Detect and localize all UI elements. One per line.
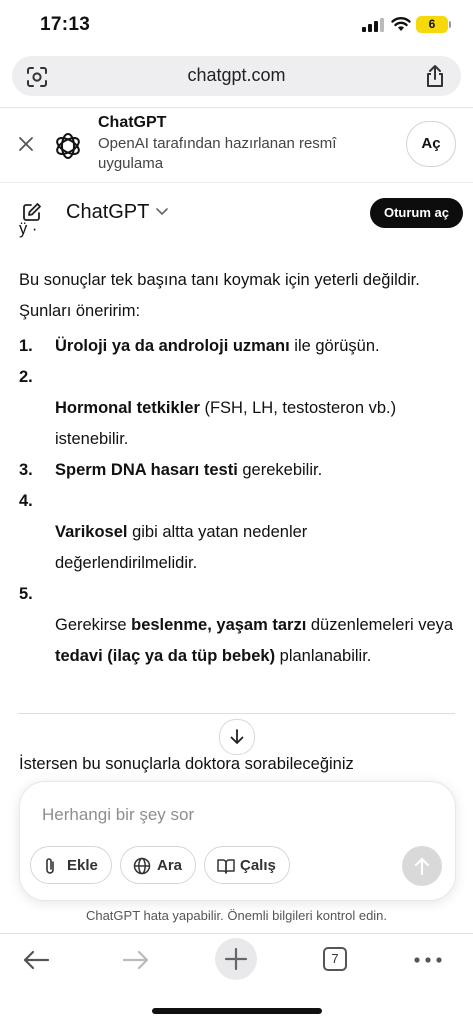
list-item-text: gibi altta yatan nedenler değerlendirilmelidir. <box>55 523 308 572</box>
app-subtitle: OpenAI tarafından hazırlanan resmî uygulama <box>98 135 337 172</box>
search-button[interactable] <box>120 846 196 884</box>
divider <box>0 107 473 108</box>
divider <box>0 182 473 183</box>
search-label: Ara <box>157 857 183 874</box>
study-label: Çalış <box>240 857 276 874</box>
divider <box>0 933 473 934</box>
list-item-text: (FSH, LH, testosteron vb.) istenebilir. <box>55 399 397 448</box>
list-item-text: düzenlemeleri veya <box>306 616 454 634</box>
list-item-bold: Hormonal tetkikler <box>55 399 200 417</box>
app-title: ChatGPT <box>98 114 167 131</box>
new-tab-button[interactable] <box>215 938 257 980</box>
list-item <box>19 455 459 486</box>
signal-icon <box>362 18 384 32</box>
list-item-bold: Sperm DNA hasarı testi <box>55 461 238 479</box>
model-selector[interactable]: ChatGPT <box>66 201 150 223</box>
send-arrow-icon <box>402 846 442 886</box>
disclaimer: ChatGPT hata yapabilir. Önemli bilgileri kontrol edin. <box>85 908 388 923</box>
send-button[interactable] <box>402 846 442 886</box>
assistant-message-followup: İstersen bu sonuçlarla doktora sorabileceğiniz <box>19 755 354 773</box>
list-item-bold: Üroloji ya da androloji uzmanı <box>55 337 290 355</box>
list-item-text: gerekebilir. <box>237 461 323 479</box>
url-text[interactable]: chatgpt.com <box>187 65 286 85</box>
close-icon[interactable] <box>19 137 33 151</box>
wifi-icon <box>391 16 411 32</box>
openai-logo-icon <box>52 130 84 162</box>
back-icon[interactable] <box>22 949 50 971</box>
list-item <box>19 579 459 672</box>
message-input[interactable]: Herhangi bir şey sor <box>42 805 195 824</box>
arrow-down-icon <box>220 720 254 754</box>
login-button[interactable]: Oturum aç <box>370 198 463 228</box>
list-number: 5. <box>19 585 33 603</box>
scroll-down-button[interactable] <box>219 719 255 755</box>
chevron-down-icon[interactable] <box>156 208 168 216</box>
attach-label: Ekle <box>67 857 98 874</box>
assistant-message-intro: Bu sonuçlar tek başına tanı koymak için yeterli değildir. Şunları öneririm: <box>19 271 420 320</box>
list-item <box>19 362 459 455</box>
list-item <box>19 486 459 579</box>
globe-icon <box>133 857 151 875</box>
book-icon <box>216 857 236 875</box>
list-item-text: Gerekirse <box>55 616 132 634</box>
open-app-button[interactable]: Aç <box>406 121 456 167</box>
attach-button[interactable] <box>30 846 112 884</box>
share-icon[interactable] <box>425 64 445 88</box>
list-item <box>19 331 459 362</box>
list-item-bold: Varikosel <box>55 523 128 541</box>
more-icon[interactable] <box>413 956 443 964</box>
study-button[interactable] <box>204 846 290 884</box>
plus-icon <box>215 938 257 980</box>
forward-icon[interactable] <box>122 949 150 971</box>
tabs-icon[interactable]: 7 <box>323 947 347 971</box>
list-item-bold: beslenme, yaşam tarzı <box>131 616 307 634</box>
battery-tip <box>449 21 451 28</box>
list-number: 3. <box>19 461 33 479</box>
recommendation-list <box>19 331 459 672</box>
list-number: 1. <box>19 337 33 355</box>
list-item-text: ile görüşün. <box>289 337 380 355</box>
cut-off-text: ÿ · <box>19 220 38 238</box>
divider <box>18 713 455 714</box>
list-number: 4. <box>19 492 33 510</box>
list-number: 2. <box>19 368 33 386</box>
new-chat-icon[interactable] <box>22 202 42 222</box>
status-time: 17:13 <box>40 14 91 35</box>
home-indicator <box>152 1008 322 1014</box>
list-item-bold: tedavi (ilaç ya da tüp bebek) <box>55 647 276 665</box>
battery-icon: 6 <box>416 16 448 33</box>
paperclip-icon <box>43 857 57 875</box>
list-item-text: planlanabilir. <box>275 647 372 665</box>
